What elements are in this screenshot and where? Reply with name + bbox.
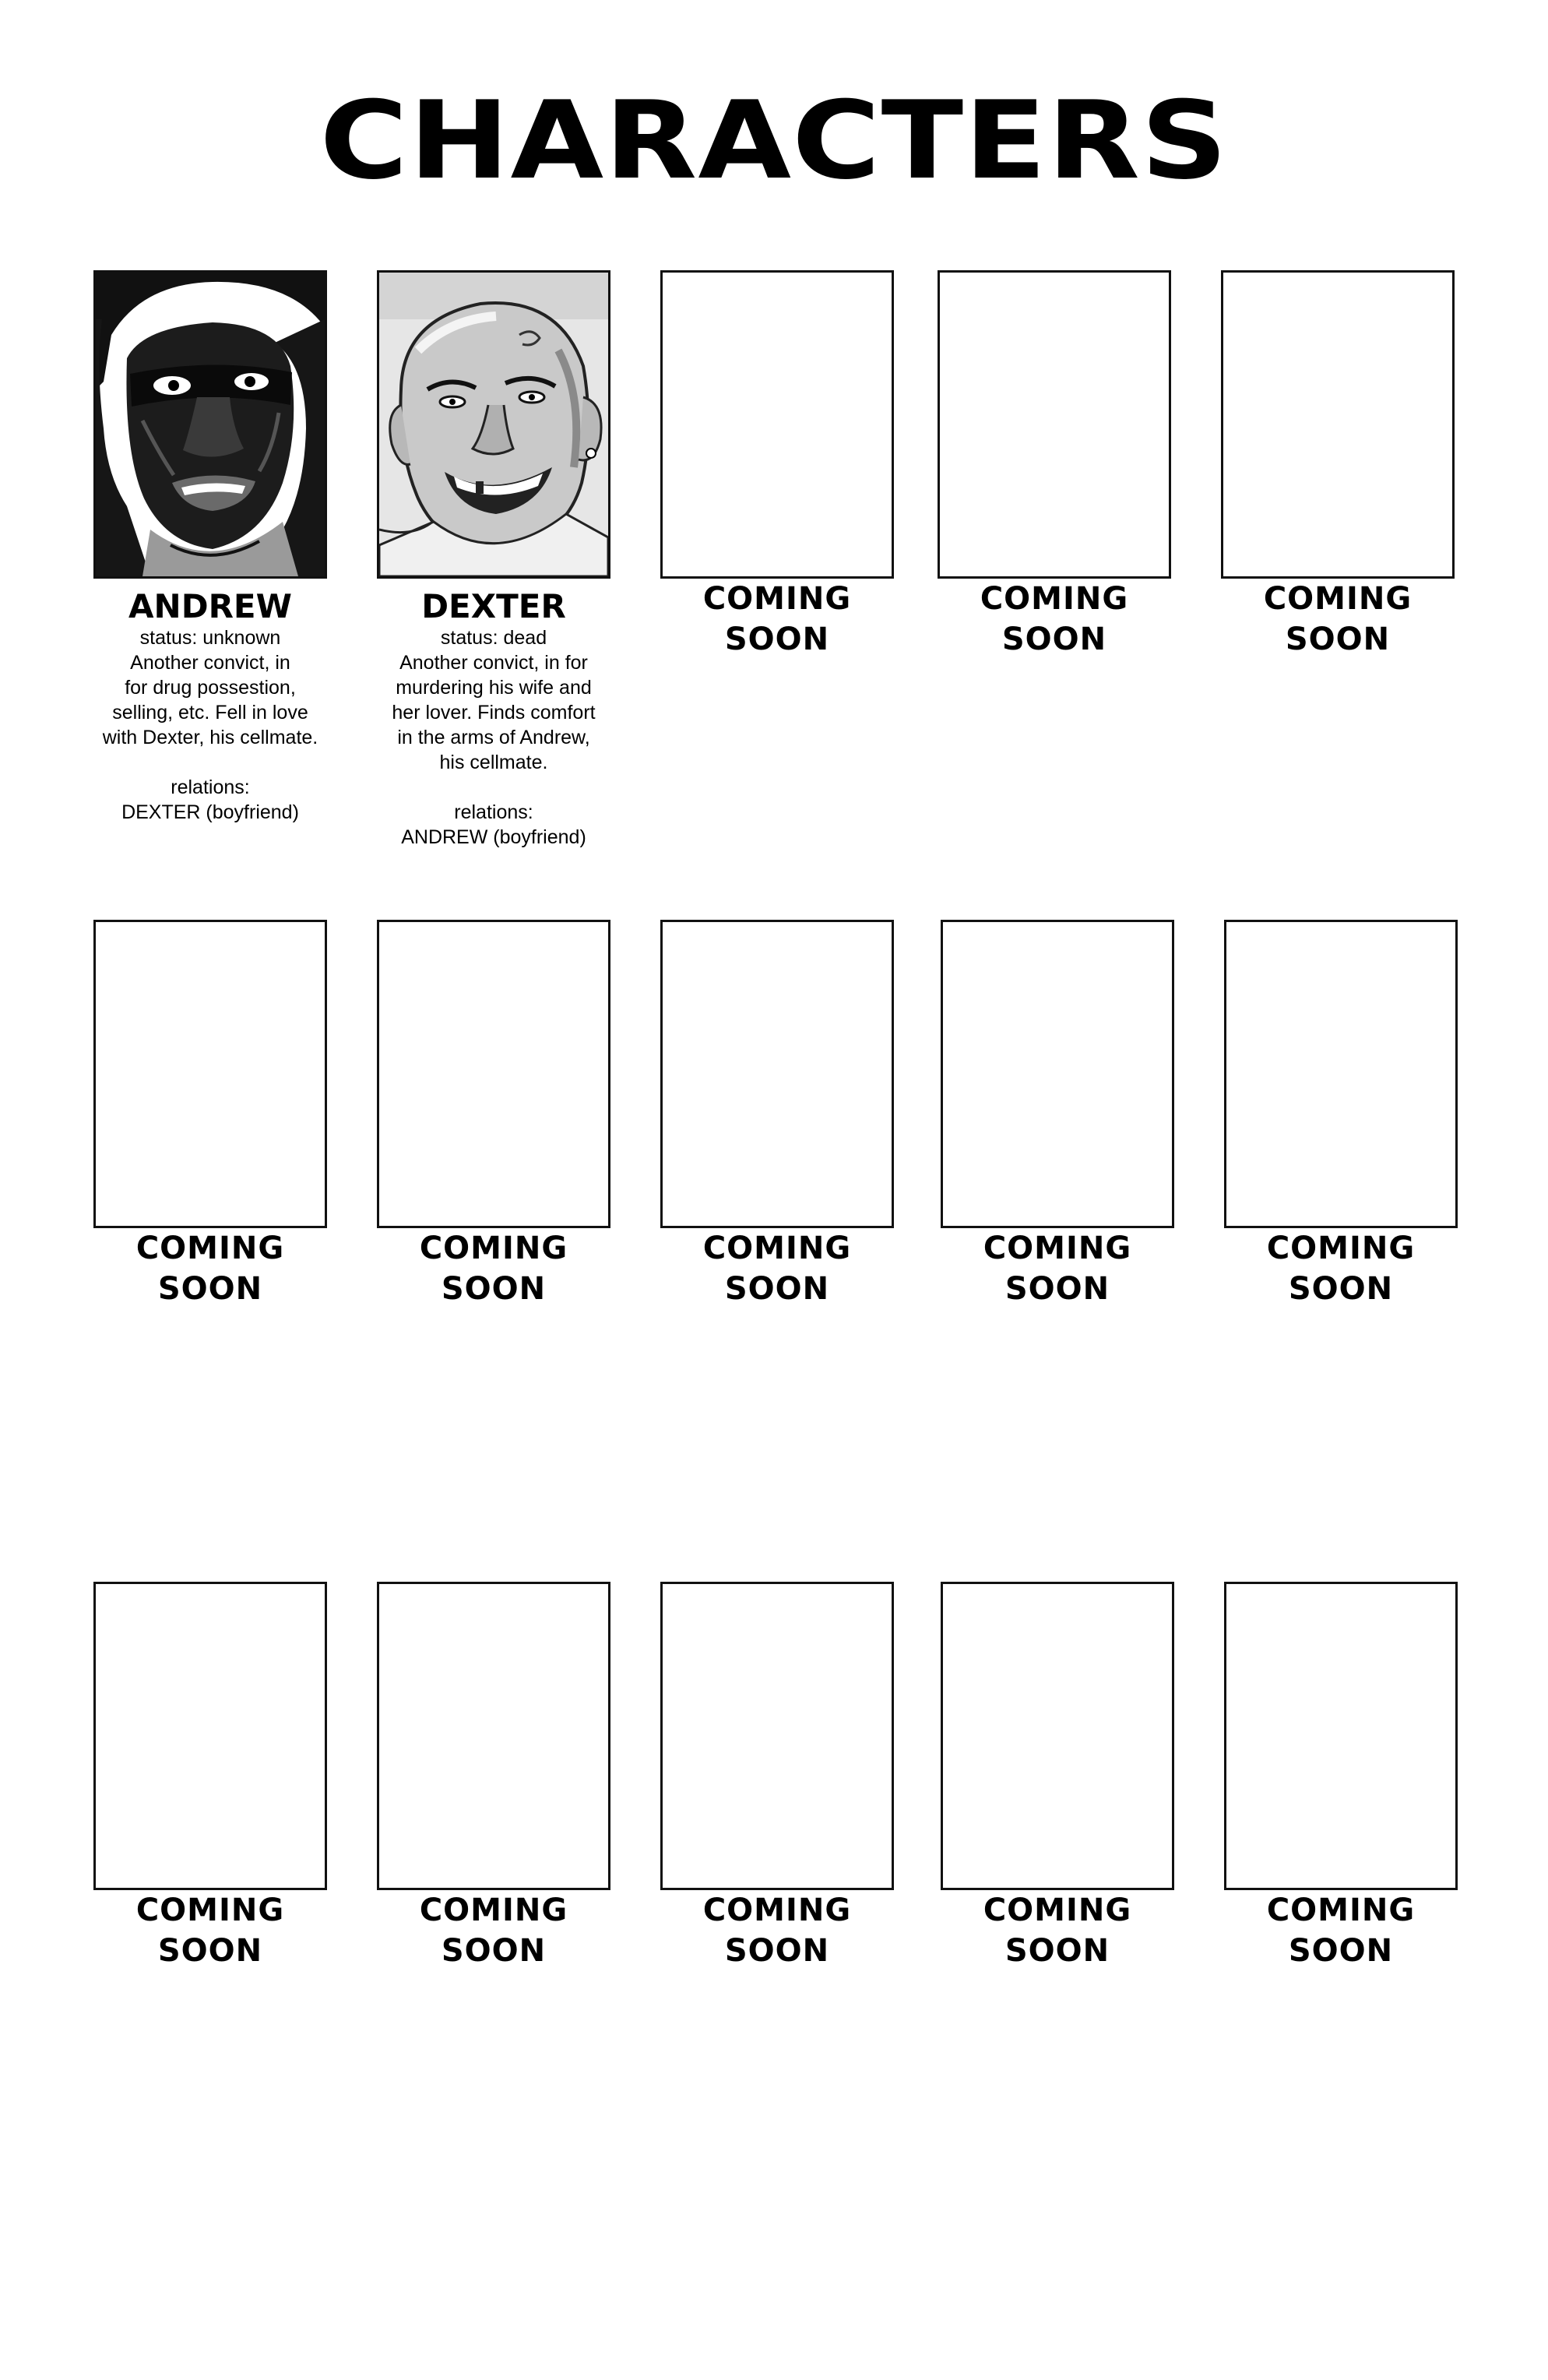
empty-portrait-frame (941, 920, 1174, 1228)
relations-value: ANDREW (boyfriend) (401, 826, 586, 848)
coming-soon-line1: COMING (135, 1892, 285, 1928)
coming-soon-line1: COMING (702, 1230, 852, 1266)
portrait-frame (93, 270, 327, 579)
coming-soon-label (645, 579, 909, 660)
coming-soon-line1: COMING (135, 1230, 285, 1266)
coming-soon-label (1208, 1228, 1473, 1309)
empty-portrait-frame (938, 270, 1171, 579)
empty-portrait-frame (1224, 920, 1458, 1228)
bio-line: selling, etc. Fell in love (112, 702, 308, 724)
bio-line: her lover. Finds comfort (392, 702, 596, 724)
coming-soon-line1: COMING (702, 1892, 852, 1928)
bio-line: Another convict, in (130, 652, 290, 674)
portrait-frame (377, 270, 610, 579)
coming-soon-label (361, 1890, 626, 1971)
coming-soon-label (645, 1890, 909, 1971)
coming-soon-line2: SOON (1288, 1271, 1394, 1307)
empty-portrait-frame (377, 1582, 610, 1890)
coming-soon-label (1208, 1890, 1473, 1971)
character-status: status: dead (440, 627, 547, 649)
empty-portrait-frame (660, 270, 894, 579)
bio-line: in the arms of Andrew, (397, 727, 590, 748)
coming-soon-line2: SOON (1288, 1933, 1394, 1969)
coming-soon-line2: SOON (1004, 1933, 1110, 1969)
page-title: CHARACTERS (319, 78, 1229, 203)
coming-soon-line1: COMING (1266, 1230, 1416, 1266)
coming-soon-line2: SOON (441, 1933, 547, 1969)
relations-label: relations: (454, 801, 533, 823)
character-description (354, 625, 634, 850)
empty-portrait-frame (377, 920, 610, 1228)
character-name: ANDREW (128, 587, 292, 625)
coming-soon-line2: SOON (1004, 1271, 1110, 1307)
coming-soon-label (645, 1228, 909, 1309)
coming-soon-line2: SOON (724, 621, 830, 657)
coming-soon-line1: COMING (419, 1230, 568, 1266)
coming-soon-line1: COMING (983, 1892, 1132, 1928)
coming-soon-label (925, 1228, 1190, 1309)
coming-soon-line2: SOON (157, 1271, 263, 1307)
coming-soon-line1: COMING (1266, 1892, 1416, 1928)
coming-soon-line2: SOON (1001, 621, 1107, 657)
empty-portrait-frame (1224, 1582, 1458, 1890)
empty-portrait-frame (660, 920, 894, 1228)
coming-soon-label (925, 1890, 1190, 1971)
bio-line: for drug possestion, (125, 677, 296, 699)
bio-line: murdering his wife and (396, 677, 592, 699)
coming-soon-label (78, 1228, 343, 1309)
relations-label: relations: (171, 776, 250, 798)
andrew-portrait-image (96, 273, 325, 576)
coming-soon-line1: COMING (980, 581, 1129, 617)
character-name: DEXTER (421, 587, 566, 625)
character-status: status: unknown (139, 627, 281, 649)
coming-soon-label (78, 1890, 343, 1971)
coming-soon-line2: SOON (157, 1933, 263, 1969)
character-description (70, 625, 350, 825)
coming-soon-line2: SOON (724, 1933, 830, 1969)
coming-soon-line2: SOON (441, 1271, 547, 1307)
coming-soon-label (361, 1228, 626, 1309)
coming-soon-line1: COMING (983, 1230, 1132, 1266)
bio-line: with Dexter, his cellmate. (102, 727, 318, 748)
empty-portrait-frame (93, 920, 327, 1228)
bio-line: his cellmate. (439, 752, 548, 773)
coming-soon-label (922, 579, 1187, 660)
empty-portrait-frame (941, 1582, 1174, 1890)
coming-soon-line1: COMING (1263, 581, 1413, 617)
coming-soon-line2: SOON (724, 1271, 830, 1307)
coming-soon-line1: COMING (702, 581, 852, 617)
bio-line: Another convict, in for (399, 652, 588, 674)
empty-portrait-frame (1221, 270, 1455, 579)
coming-soon-line2: SOON (1285, 621, 1391, 657)
dexter-portrait-image (379, 273, 608, 576)
coming-soon-label (1205, 579, 1470, 660)
relations-value: DEXTER (boyfriend) (121, 801, 299, 823)
empty-portrait-frame (93, 1582, 327, 1890)
empty-portrait-frame (660, 1582, 894, 1890)
coming-soon-line1: COMING (419, 1892, 568, 1928)
